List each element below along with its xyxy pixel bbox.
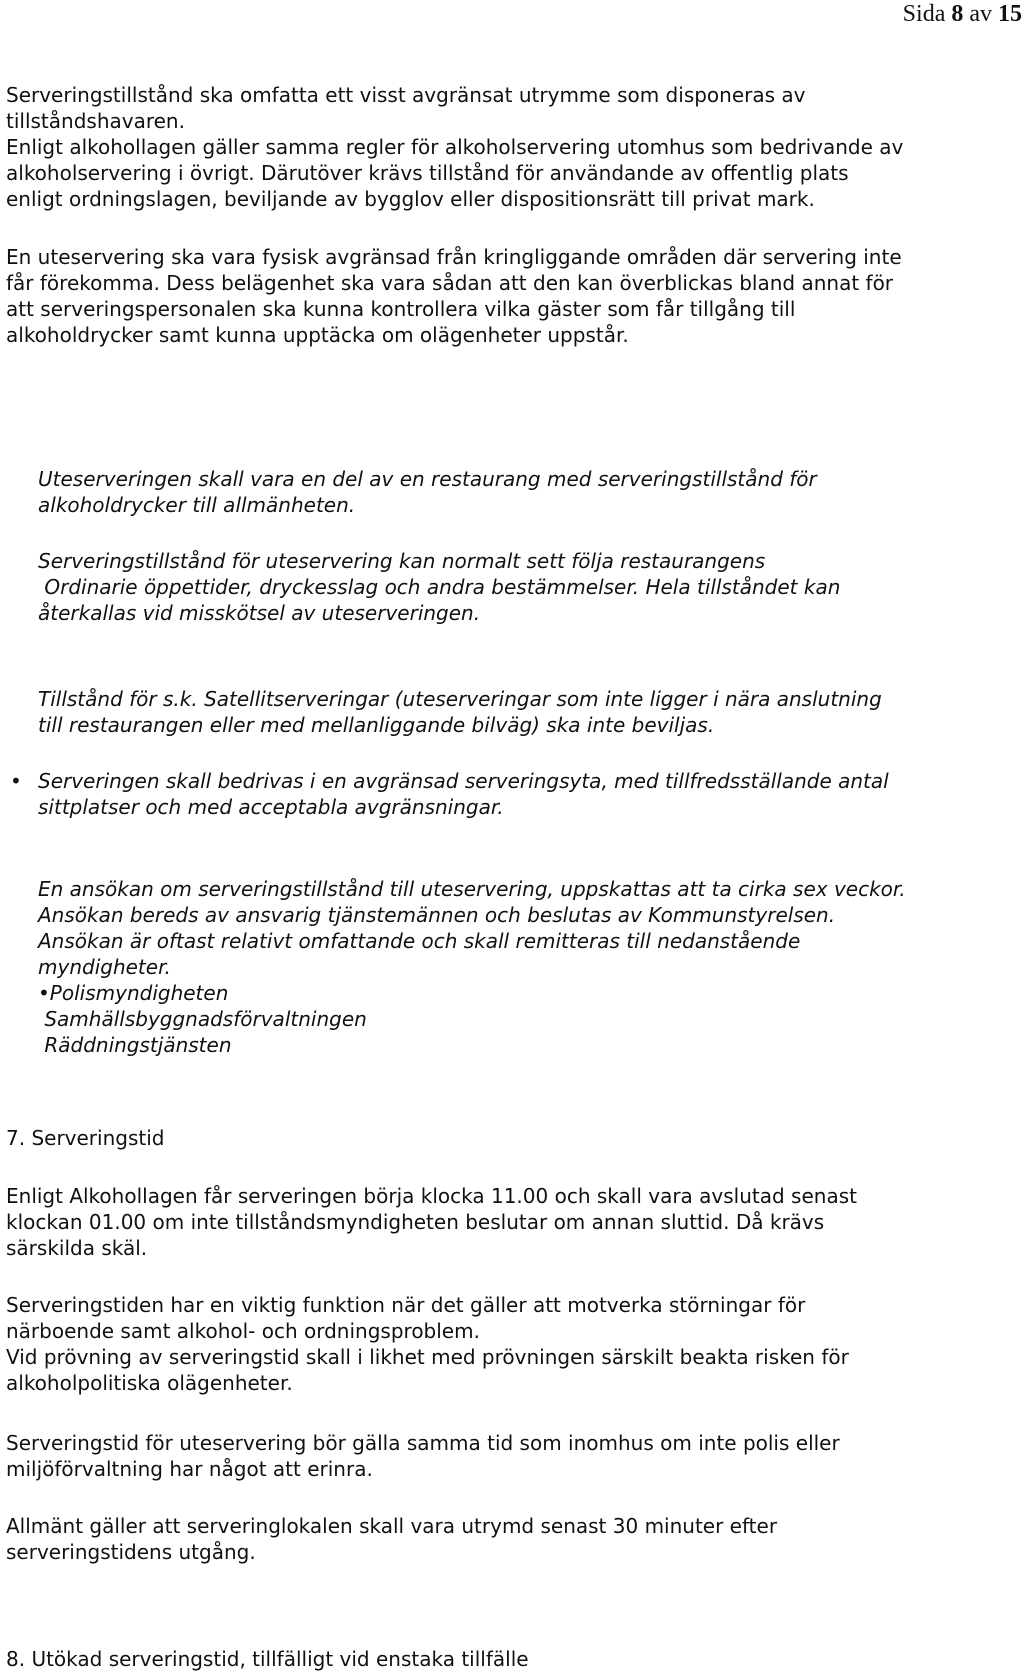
text-line: alkoholpolitiska olägenheter. xyxy=(6,1371,293,1395)
text-line: närboende samt alkohol- och ordningsproblem. xyxy=(6,1319,480,1343)
text-line: till restaurangen eller med mellanliggande bilväg) ska inte beviljas. xyxy=(38,713,715,737)
text-line: Serveringstillstånd för uteservering kan normalt sett följa restaurangens xyxy=(38,549,766,573)
text-line: serveringstidens utgång. xyxy=(6,1540,256,1564)
text-line: sittplatser och med acceptabla avgränsningar. xyxy=(38,795,504,819)
text-line: Serveringstiden har en viktig funktion när det gäller att motverka störningar för xyxy=(6,1293,806,1317)
text-line: Enligt alkohollagen gäller samma regler för alkoholservering utomhus som bedrivande av xyxy=(6,135,904,159)
text-line: klockan 01.00 om inte tillståndsmyndigheten beslutar om annan sluttid. Då krävs xyxy=(6,1210,825,1234)
heading-text: 8. Utökad serveringstid, tillfälligt vid enstaka tillfälle xyxy=(6,1647,529,1671)
paragraph-uteservering-avgransning xyxy=(6,244,1016,348)
italic-paragraph-oppettider xyxy=(38,548,1024,626)
text-line: Uteserveringen skall vara en del av en restaurang med serveringstillstånd för xyxy=(38,467,817,491)
paragraph-serveringstid-funktion xyxy=(6,1292,1016,1396)
bullet-icon: • xyxy=(10,769,22,793)
text-line: alkoholservering i övrigt. Därutöver krävs tillstånd för användande av offentlig plats xyxy=(6,161,849,185)
text-line: att serveringspersonalen ska kunna kontrollera vilka gäster som får tillgång till xyxy=(6,297,796,321)
italic-paragraph-ansokan xyxy=(38,876,1024,1058)
page-prefix: Sida xyxy=(902,1,946,27)
text-line: alkoholdrycker samt kunna upptäcka om olägenheter uppstår. xyxy=(6,323,629,347)
text-line: enligt ordningslagen, beviljande av bygglov eller dispositionsrätt till privat mark. xyxy=(6,187,815,211)
text-line: Ansökan bereds av ansvarig tjänstemännen och beslutas av Kommunstyrelsen. xyxy=(38,903,836,927)
page-total: 15 xyxy=(998,1,1022,27)
text-line: Ansökan är oftast relativt omfattande och skall remitteras till nedanstående xyxy=(38,929,801,953)
paragraph-serveringstillstand xyxy=(6,82,1016,212)
text-line: En ansökan om serveringstillstånd till uteservering, uppskattas att ta cirka sex veckor. xyxy=(38,877,906,901)
text-line: miljöförvaltning har något att erinra. xyxy=(6,1457,373,1481)
text-line: återkallas vid misskötsel av uteserveringen. xyxy=(38,601,481,625)
text-line: Vid prövning av serveringstid skall i likhet med prövningen särskilt beakta risken för xyxy=(6,1345,849,1369)
text-line: får förekomma. Dess belägenhet ska vara sådan att den kan överblickas bland annat för xyxy=(6,271,894,295)
paragraph-uteservering-tid xyxy=(6,1430,1016,1482)
text-line: Räddningstjänsten xyxy=(38,1033,232,1057)
heading-text: 7. Serveringstid xyxy=(6,1126,165,1150)
paragraph-utrymd-lokal xyxy=(6,1513,1016,1565)
text-line: tillståndshavaren. xyxy=(6,109,185,133)
text-line: Samhällsbyggnadsförvaltningen xyxy=(38,1007,367,1031)
text-line: Allmänt gäller att serveringlokalen skall vara utrymd senast 30 minuter efter xyxy=(6,1514,778,1538)
text-line: Serveringen skall bedrivas i en avgränsad serveringsyta, med tillfredsställande antal xyxy=(38,769,889,793)
paragraph-alkohollagen-tider xyxy=(6,1183,1016,1261)
bullet-item-serveringsyta xyxy=(38,768,1024,820)
text-line: myndigheter. xyxy=(38,955,171,979)
section-heading-utokad-serveringstid xyxy=(6,1646,1016,1672)
italic-paragraph-satellitserveringar xyxy=(38,686,1024,738)
text-line: alkoholdrycker till allmänheten. xyxy=(38,493,356,517)
section-heading-serveringstid xyxy=(6,1125,1016,1151)
italic-paragraph-restaurang xyxy=(38,466,1024,518)
page-current: 8 xyxy=(951,1,964,27)
page-sep: av xyxy=(969,1,992,27)
text-line: En uteservering ska vara fysisk avgränsad från kringliggande områden där servering inte xyxy=(6,245,902,269)
text-line: Tillstånd för s.k. Satellitserveringar (uteserveringar som inte ligger i nära anslutning xyxy=(38,687,882,711)
text-line: •Polismyndigheten xyxy=(38,981,229,1005)
text-line: särskilda skäl. xyxy=(6,1236,148,1260)
text-line: Ordinarie öppettider, dryckesslag och andra bestämmelser. Hela tillståndet kan xyxy=(38,575,841,599)
text-line: Serveringstid för uteservering bör gälla samma tid som inomhus om inte polis eller xyxy=(6,1431,840,1455)
text-line: Serveringstillstånd ska omfatta ett visst avgränsat utrymme som disponeras av xyxy=(6,83,806,107)
page-number xyxy=(903,0,1022,28)
text-line: Enligt Alkohollagen får serveringen börja klocka 11.00 och skall vara avslutad senast xyxy=(6,1184,857,1208)
